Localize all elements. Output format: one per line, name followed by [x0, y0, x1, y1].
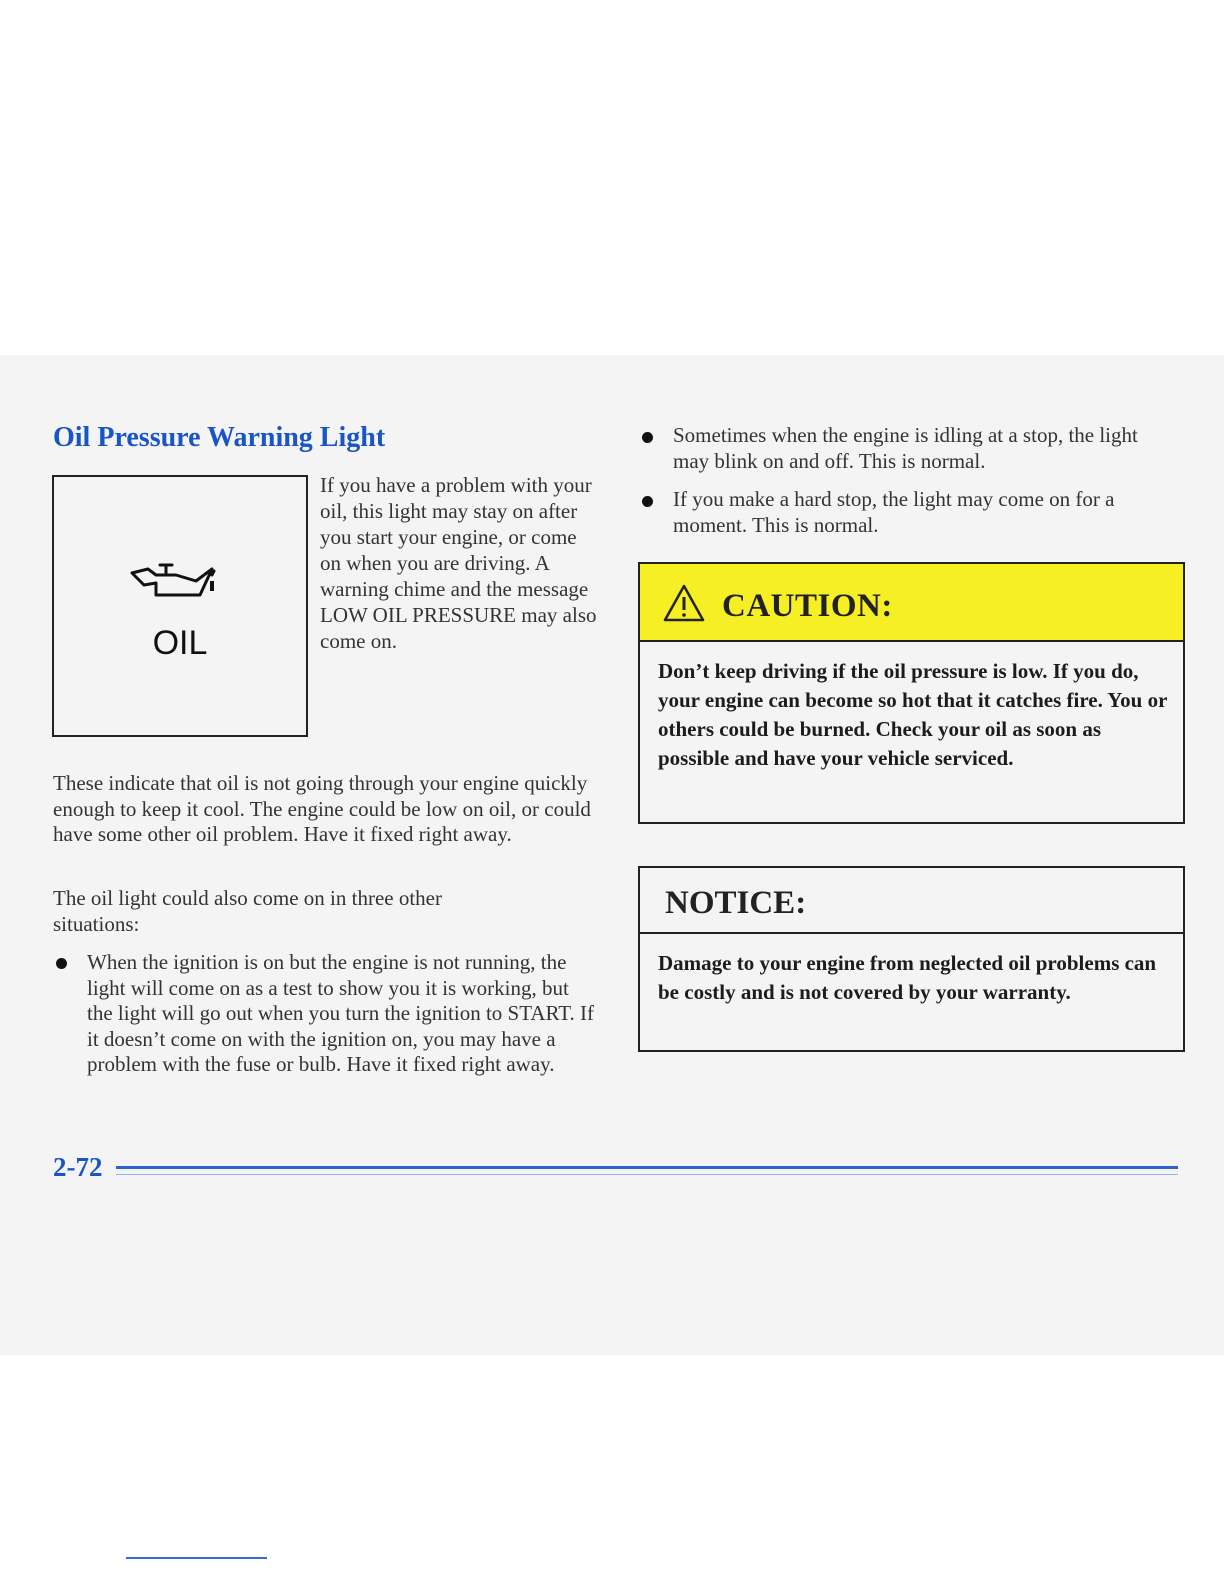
caution-box — [638, 562, 1185, 824]
oil-can-icon — [126, 557, 236, 607]
bullet-dot — [56, 958, 67, 969]
paragraph: The oil light could also come on in three other situations: — [53, 886, 442, 936]
list-item: If you make a hard stop, the light may come on for a moment. This is normal. — [673, 487, 1115, 537]
footer-rule — [116, 1166, 1178, 1169]
notice-text: Damage to your engine from neglected oil problems can be costly and is not covered by your warranty. — [658, 951, 1157, 1004]
notice-box — [638, 866, 1185, 1052]
oil-label: OIL — [152, 624, 208, 662]
list-item: Sometimes when the engine is idling at a stop, the light may blink on and off. This is normal. — [673, 423, 1138, 473]
caution-title: CAUTION: — [722, 588, 893, 624]
caution-header — [640, 564, 1183, 642]
caution-text: Don’t keep driving if the oil pressure is low. If you do, your engine can become so hot that it catches fire. You or others could be burned. Check your oil as soon as possible and have your vehicle serviced. — [658, 659, 1168, 770]
warning-triangle-icon — [662, 583, 706, 623]
paragraph: These indicate that oil is not going through your engine quickly enough to keep it cool. The engine could be low on oil, or could have some other oil problem. Have it fixed right away. — [53, 771, 591, 846]
oil-warning-icon-box — [52, 475, 308, 737]
bullet-dot — [642, 432, 653, 443]
notice-title: NOTICE: — [665, 885, 807, 921]
notice-header — [640, 868, 1183, 934]
bullet-dot — [642, 496, 653, 507]
footer-rule-thin — [116, 1174, 1178, 1175]
bottom-divider — [126, 1557, 267, 1559]
section-title: Oil Pressure Warning Light — [53, 422, 386, 453]
intro-text: If you have a problem with your oil, this light may stay on after you start your engine, or come on when you are driving. A warning chime and the message LOW OIL PRESSURE may also come on. — [320, 473, 597, 653]
page-number: 2-72 — [53, 1152, 103, 1182]
list-item: When the ignition is on but the engine is not running, the light will come on as a test to show you it is working, but the light will go out when you turn the ignition to START. If it doesn’t come on with the ignition on, you may have a problem with the fuse or bulb. Have it fixed right away. — [87, 950, 595, 1076]
